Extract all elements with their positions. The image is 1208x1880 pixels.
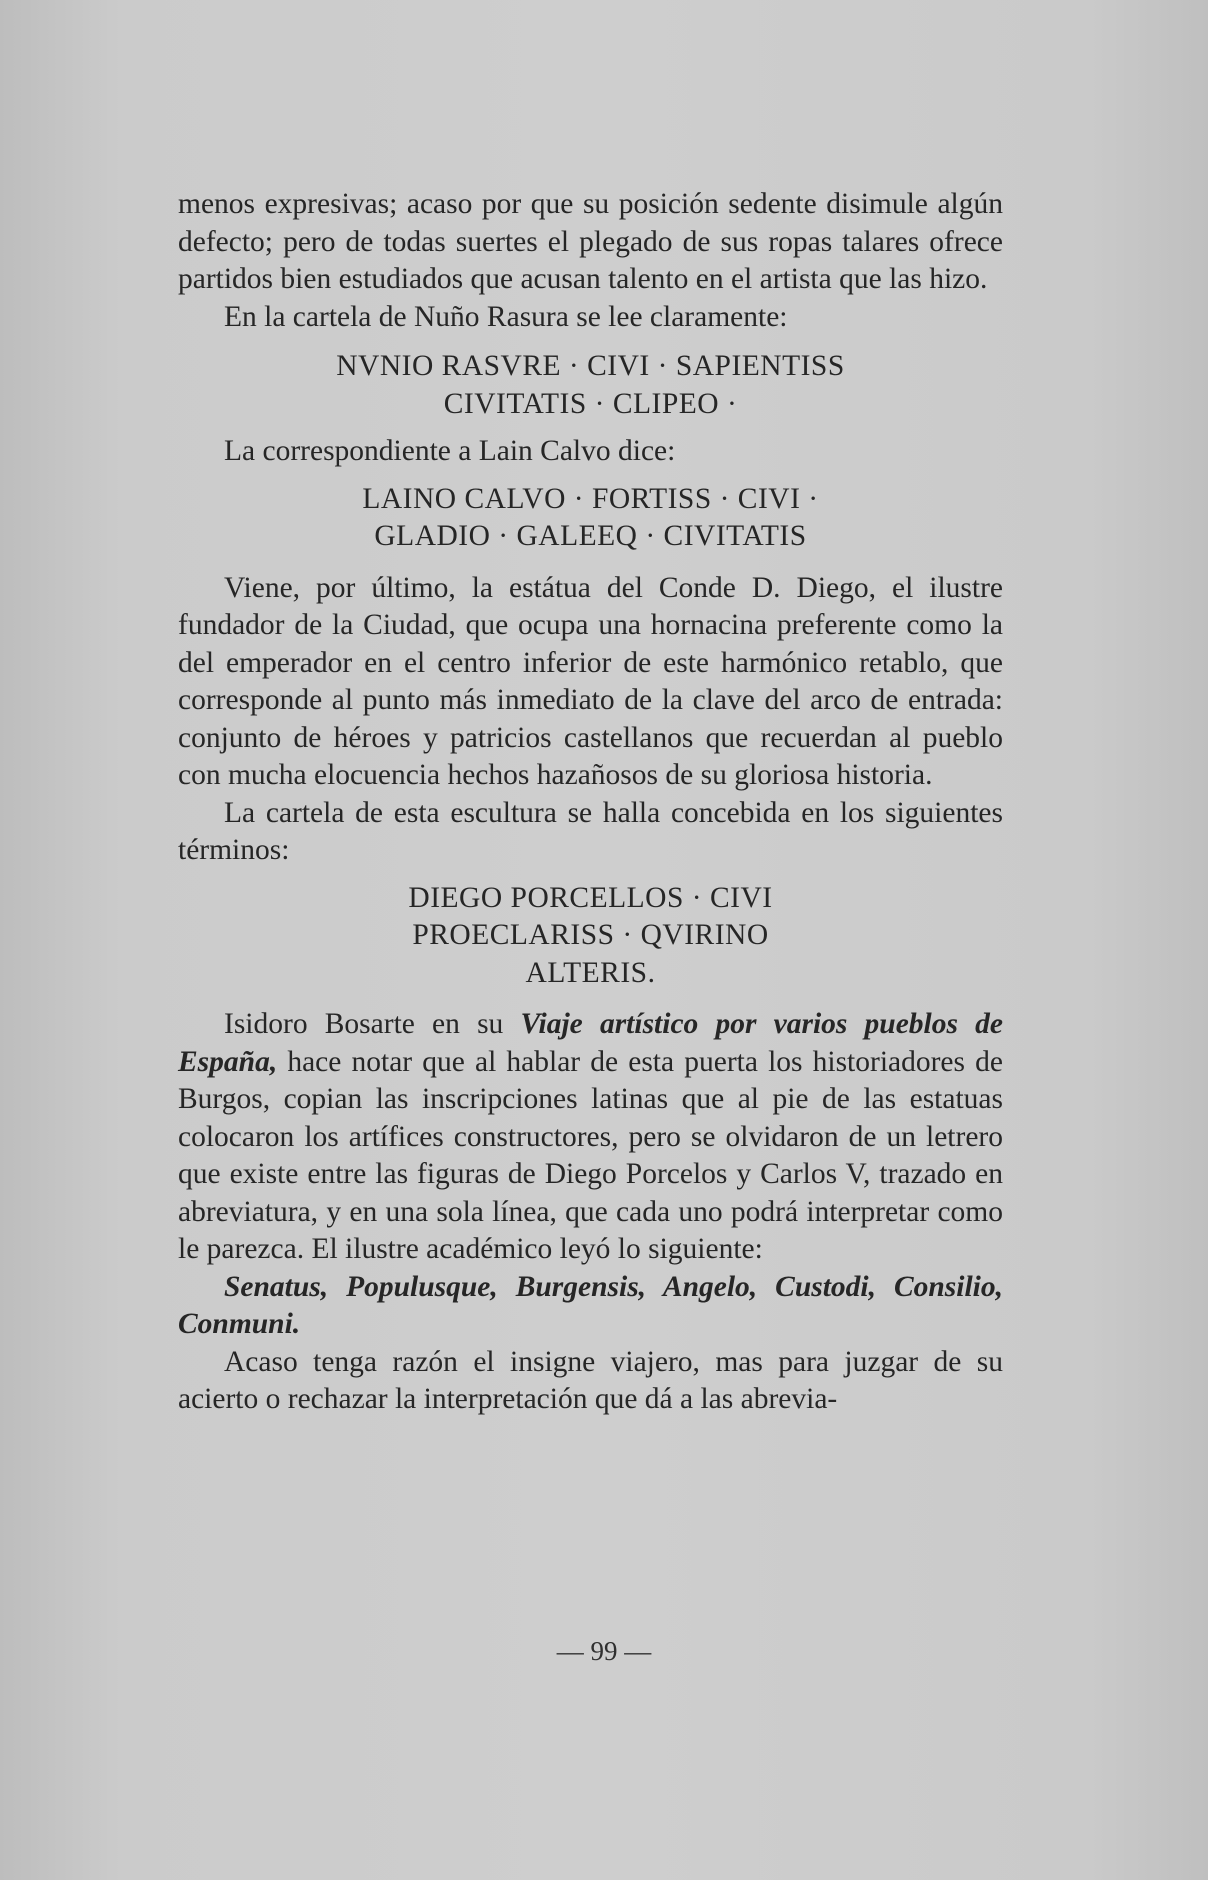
- paragraph-conde-diego: Viene, por último, la estátua del Conde D. Diego, el ilustre fundador de la Ciudad, que ocupa una hornacina preferente como la del emperador en el centro inferior de este harmónico retablo, que corresponde al punto más inmediato de la clave del arco de entrada: conjunto de héroes y patricios castellanos que recuerdan al pueblo con mucha elocuencia hechos hazañosos de su gloriosa historia.: [178, 571, 1003, 791]
- inscription-line: NVNIO RASVRE · CIVI · SAPIENTISS: [336, 350, 845, 382]
- inscription-line: DIEGO PORCELLOS · CIVI: [408, 881, 773, 914]
- inscription-line: LAINO CALVO · FORTISS · CIVI ·: [362, 482, 819, 515]
- book-title: Viaje artístico por varios pueblos de España,: [178, 1008, 1004, 1078]
- inscription-line: CIVITATIS · CLIPEO ·: [443, 387, 738, 420]
- paragraph-acaso: Acaso tenga razón el insigne viajero, mas para juzgar de su acierto o rechazar la interpretación que dá a las abrevia-: [178, 1345, 1003, 1415]
- inscription-line: PROECLARISS · QVIRINO: [412, 919, 769, 951]
- inscription-line: GLADIO · GALEEQ · CIVITATIS: [374, 520, 807, 552]
- paragraph-bosarte: [178, 1006, 1003, 1269]
- bosarte-text-end: hace notar que al hablar de esta puerta los historiadores de Burgos, copian las inscripciones latinas que al pie de las estatuas colocaron los artífices constructores, pero se olvidaron de un letrero que existe entre las figuras de Diego Porcelos y Carlos V, trazado en abreviatura, y en una sola línea, que cada uno podrá interpretar como le parezca. El ilustre académico leyó lo siguiente:: [178, 1045, 1003, 1265]
- paragraph-intro: menos expresivas; acaso por que su posición sedente disimule algún defecto; pero de todas suertes el plegado de sus ropas talares ofrece partidos bien estudiados que acusan talento en el artista que las hizo.: [178, 188, 1003, 295]
- paragraph-diego-cartela: La cartela de esta escultura se halla concebida en los siguientes términos:: [178, 796, 1003, 866]
- bosarte-text-start: Isidoro Bosarte en su: [224, 1008, 521, 1040]
- paragraph-latin-reading: Senatus, Populusque, Burgensis, Angelo, Custodi, Consilio, Conmuni.: [178, 1270, 1003, 1340]
- inscription-line: ALTERIS.: [525, 956, 656, 989]
- page-body: [178, 186, 1003, 1419]
- page-number: — 99 —: [556, 1636, 652, 1666]
- inscription-nunio-rasura: [178, 348, 1003, 423]
- paragraph-lain-calvo: La correspondiente a Lain Calvo dice:: [224, 435, 676, 467]
- paragraph-nunio-cartela: En la cartela de Nuño Rasura se lee claramente:: [224, 300, 788, 333]
- inscription-laino-calvo: [178, 481, 1003, 556]
- inscription-diego-porcellos: [178, 880, 1003, 993]
